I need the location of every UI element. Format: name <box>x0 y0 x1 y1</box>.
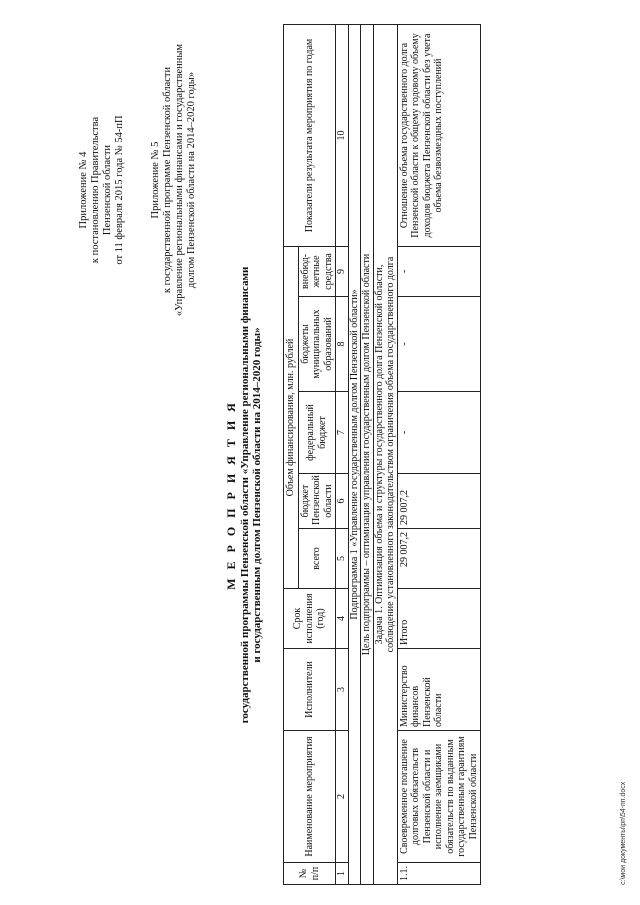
appendix-5-line: к государственной программе Пензенской области <box>162 66 174 294</box>
goal-row <box>361 24 374 884</box>
column-number: 10 <box>336 24 349 246</box>
header-extrabudget: внебюд-жетные средства <box>298 246 336 296</box>
column-number: 5 <box>336 529 349 589</box>
task-line: Задача 1. Оптимизация объема и структуры государственного долга Пензенской области, <box>373 264 385 645</box>
appendix-5-line: долгом Пензенской области на 2014–2020 годы» <box>186 71 198 289</box>
title-line: государственной программы Пензенской области «Управление региональными финансами <box>238 266 251 724</box>
task-row <box>373 24 397 884</box>
appendix-4-line: от 11 февраля 2015 года № 54-пП <box>114 115 126 265</box>
header-regional: бюджет Пензенской области <box>298 474 336 529</box>
column-number: 9 <box>336 246 349 296</box>
subprogram-row <box>348 24 361 884</box>
column-number-row <box>336 24 349 884</box>
column-number: 7 <box>336 392 349 474</box>
header-term: Срок исполнения (год) <box>284 589 336 649</box>
appendix-4-header <box>78 40 126 340</box>
column-number: 4 <box>336 589 349 649</box>
appendix-4-line: Пензенской области <box>102 144 114 236</box>
column-number: 3 <box>336 649 349 731</box>
header-row <box>284 24 299 884</box>
row-num: 1.1. <box>397 863 481 885</box>
row-indicator: Отношение объема государственного долга Пензенской области к общему годовому объему доходов бюджета Пензенской области без учета объема безвозмездных поступлений <box>397 24 481 246</box>
header-total: всего <box>298 529 336 589</box>
header-municipal: бюджеты муниципальных образований <box>298 297 336 392</box>
appendix-4-line: к постановлению Правительства <box>90 116 102 264</box>
header-federal: федеральный бюджет <box>298 392 336 474</box>
subprogram-title: Подпрограмма 1 «Управление государственным долгом Пензенской области» <box>348 24 361 884</box>
header-indicators: Показатели результата мероприятия по годам <box>284 24 336 246</box>
row-regional: 29 007,2 <box>397 474 481 529</box>
column-number: 8 <box>336 297 349 392</box>
measures-table <box>283 24 481 885</box>
column-number: 6 <box>336 474 349 529</box>
row-term: Итого <box>397 589 481 649</box>
appendix-5-line: «Управление региональными финансами и государственным <box>174 43 186 317</box>
row-executor: Министерство финансов Пензенской области <box>397 649 481 731</box>
appendix-5-header <box>150 0 198 360</box>
appendix-5-line: Приложение № 5 <box>150 141 161 219</box>
appendix-4-line: Приложение № 4 <box>78 151 89 229</box>
title-line: и государственным долгом Пензенской области на 2014–2020 годы» <box>251 327 264 663</box>
table-row <box>397 24 481 884</box>
header-executor: Исполнители <box>284 649 336 731</box>
task-text <box>373 24 397 884</box>
row-federal: - <box>397 392 481 474</box>
column-number: 1 <box>336 863 349 885</box>
title-heading: М Е Р О П Р И Я Т И Я <box>224 400 238 590</box>
header-num: № п/п <box>284 863 336 885</box>
document-title <box>225 195 264 795</box>
row-extrabudget: - <box>397 246 481 296</box>
header-name: Наименование мероприятия <box>284 731 336 863</box>
row-total: 29 007,2 <box>397 529 481 589</box>
subprogram-goal: Цель подпрограммы – оптимизация управления государственным долгом Пензенской области <box>361 24 374 884</box>
row-municipal: - <box>397 297 481 392</box>
file-path-footer: c:\мои документы\рп\54-пп.docx <box>620 781 627 885</box>
header-financing: Объем финансирования, млн. рублей <box>284 246 299 588</box>
task-line: соблюдение установленного законодательством ограничения объема государственного долга <box>385 256 396 653</box>
column-number: 2 <box>336 731 349 863</box>
row-name: Своевременное погашение долговых обязательств Пензенской области и исполнение заемщиками обязательств по выданным государственным гарантиям Пензенской области <box>397 731 481 863</box>
